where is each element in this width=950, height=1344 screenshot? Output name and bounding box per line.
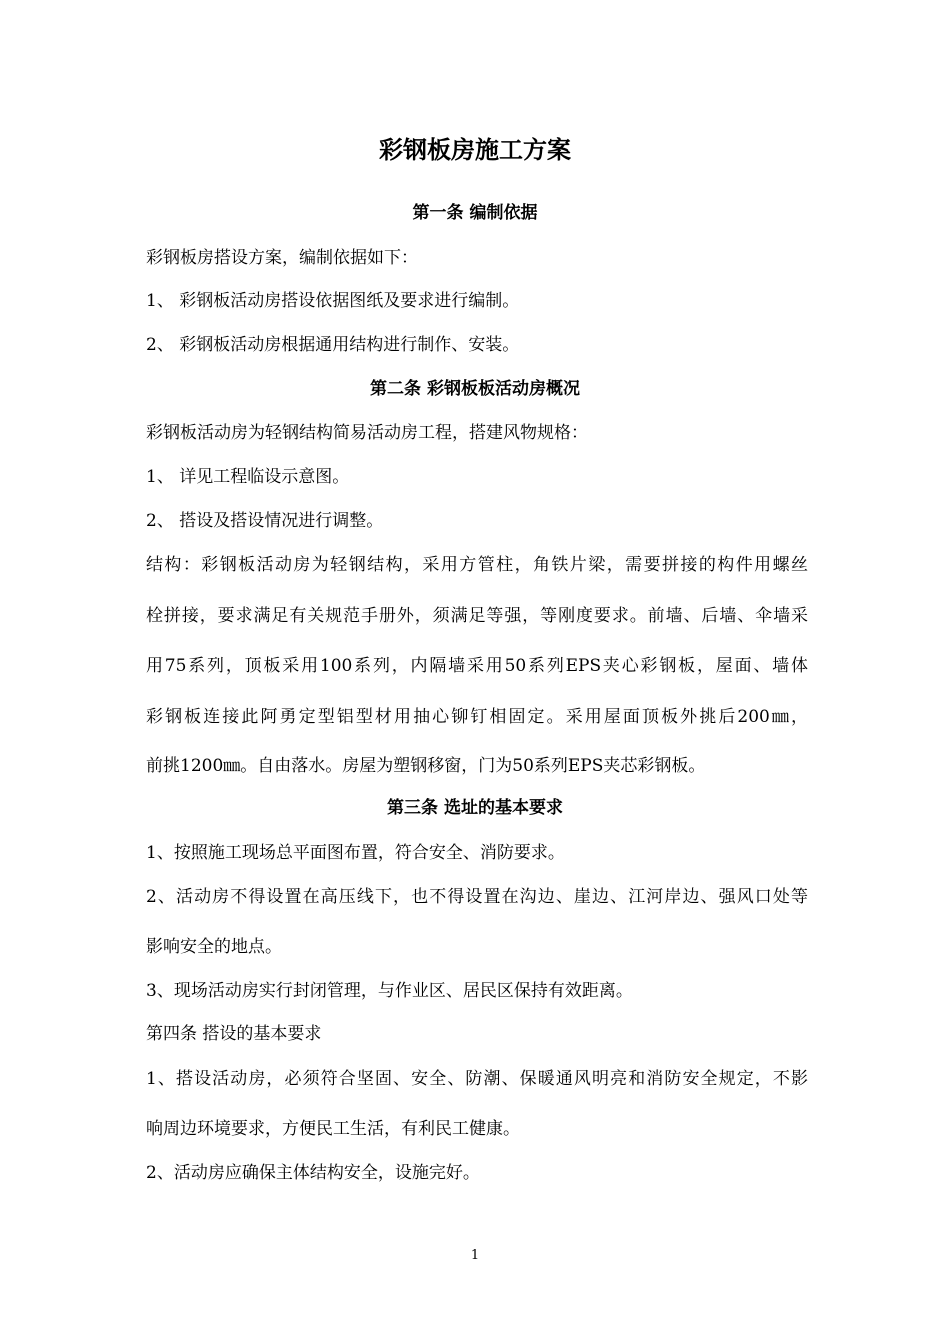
- paragraph-line: 1、 详见工程临设示意图。: [146, 467, 350, 487]
- paragraph-line: 结构：彩钢板活动房为轻钢结构，采用方管柱，角铁片梁，需要拼接的构件用螺丝: [146, 555, 808, 575]
- paragraph-line: 2、活动房应确保主体结构安全，设施完好。: [146, 1163, 480, 1183]
- paragraph-line: 影响安全的地点。: [146, 937, 282, 957]
- paragraph-line: 1、搭设活动房，必须符合坚固、安全、防潮、保暖通风明亮和消防安全规定，不影: [146, 1069, 808, 1089]
- paragraph-line: 1、按照施工现场总平面图布置，符合安全、消防要求。: [146, 843, 565, 863]
- section-heading-1: 第一条 编制依据: [412, 203, 538, 223]
- paragraph-line: 彩钢板房搭设方案，编制依据如下：: [146, 248, 418, 268]
- section-heading-2: 第二条 彩钢板板活动房概况: [370, 379, 580, 399]
- paragraph-line: 响周边环境要求，方便民工生活，有利民工健康。: [146, 1119, 520, 1139]
- section-heading-4: 第四条 搭设的基本要求: [146, 1024, 322, 1044]
- paragraph-line: 2、 彩钢板活动房根据通用结构进行制作、安装。: [146, 335, 520, 355]
- paragraph-line: 栓拼接，要求满足有关规范手册外，须满足等强，等刚度要求。前墙、后墙、伞墙采: [146, 606, 808, 626]
- section-heading-3: 第三条 选址的基本要求: [387, 798, 563, 818]
- paragraph-line: 2、 搭设及搭设情况进行调整。: [146, 511, 384, 531]
- paragraph-line: 用75系列，顶板采用100系列，内隔墙采用50系列EPS夹心彩钢板，屋面、墙体: [146, 656, 808, 676]
- paragraph-line: 1、 彩钢板活动房搭设依据图纸及要求进行编制。: [146, 291, 520, 311]
- paragraph-line: 2、活动房不得设置在高压线下，也不得设置在沟边、崖边、江河岸边、强风口处等: [146, 887, 808, 907]
- page-number: 1: [470, 1248, 480, 1263]
- document-title: 彩钢板房施工方案: [379, 135, 571, 164]
- paragraph-line: 彩钢板活动房为轻钢结构简易活动房工程，搭建风物规格：: [146, 423, 588, 443]
- paragraph-line: 彩钢板连接此阿勇定型铝型材用抽心铆钉相固定。采用屋面顶板外挑后200㎜，: [146, 707, 808, 727]
- paragraph-line: 3、现场活动房实行封闭管理，与作业区、居民区保持有效距离。: [146, 981, 633, 1001]
- paragraph-line: 前挑1200㎜。自由落水。房屋为塑钢移窗，门为50系列EPS夹芯彩钢板。: [146, 756, 706, 776]
